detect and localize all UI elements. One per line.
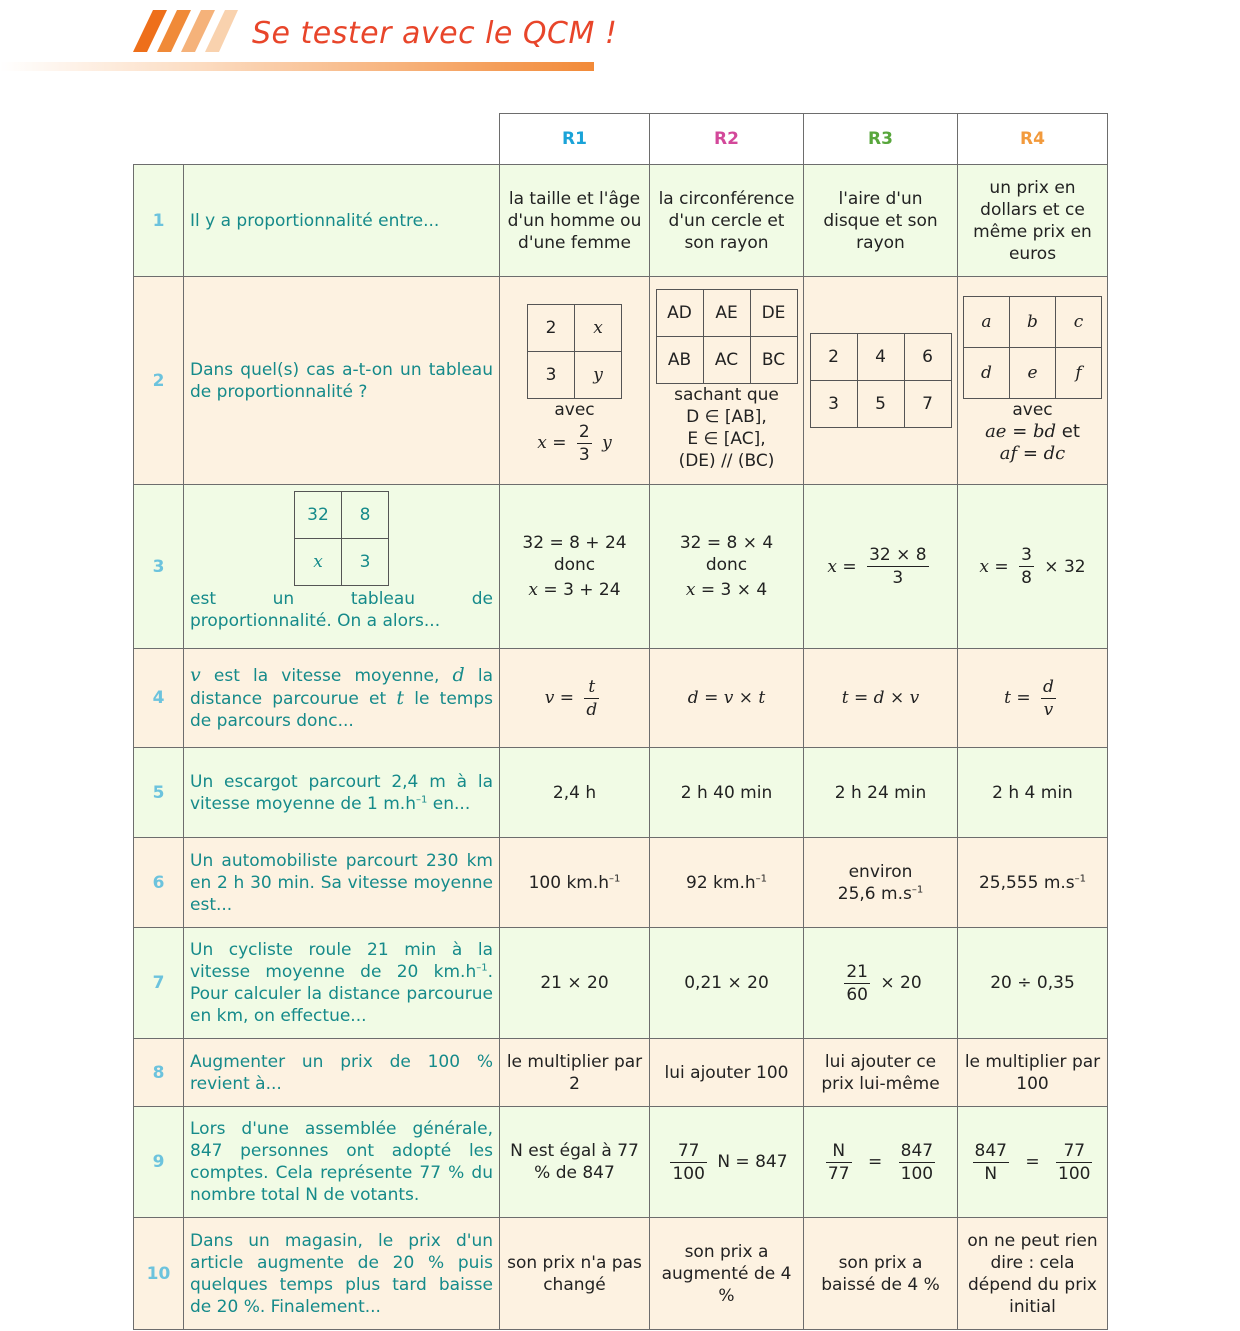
question-text: Lors d'une assemblée générale, 847 personnes ont adopté les comptes. Cela représente 77 % du nombre total N de votants. xyxy=(184,1107,500,1218)
fraction xyxy=(1056,1140,1092,1185)
formula-rhs: y xyxy=(602,433,612,453)
header-underline xyxy=(0,62,594,71)
question-number: 5 xyxy=(134,748,184,838)
answer-r3[interactable]: l'aire d'un disque et son rayon xyxy=(804,165,958,277)
question-number: 4 xyxy=(134,649,184,748)
denominator: v xyxy=(1043,699,1054,720)
answer-r3[interactable] xyxy=(804,485,958,649)
header-row xyxy=(134,114,1108,165)
answer-r4[interactable]: un prix en dollars et ce même prix en euros xyxy=(958,165,1108,277)
question-row-2 xyxy=(134,277,1108,485)
answer-r3[interactable] xyxy=(804,1107,958,1218)
equals: = xyxy=(1025,1152,1040,1172)
answer-note: sachant que xyxy=(674,385,779,405)
text: . Pour calculer la distance parcourue en km, on effectue... xyxy=(190,962,493,1026)
question-number: 1 xyxy=(134,165,184,277)
answer-r1[interactable]: N est égal à 77 % de 847 xyxy=(500,1107,650,1218)
denominator: 60 xyxy=(846,984,868,1005)
numerator: d xyxy=(1043,676,1054,697)
answer-r2[interactable] xyxy=(650,485,804,649)
cell: 32 xyxy=(295,492,342,539)
answer-r1[interactable] xyxy=(500,838,650,928)
answer-r3[interactable]: t = d × v xyxy=(804,649,958,748)
cell: 4 xyxy=(857,334,904,381)
cell: x xyxy=(295,539,342,586)
question-line: est un tableau de xyxy=(190,589,493,609)
proportion-table xyxy=(294,491,389,586)
answer-r1[interactable]: la taille et l'âge d'un homme ou d'une femme xyxy=(500,165,650,277)
question-number: 8 xyxy=(134,1039,184,1107)
text: 100 km.h xyxy=(528,872,610,893)
question-row-4 xyxy=(134,649,1108,748)
numerator: 77 xyxy=(670,1140,706,1163)
answer-line xyxy=(505,579,644,601)
text: 92 km.h xyxy=(686,872,756,893)
formula-lhs: v = xyxy=(544,688,574,708)
cell: c xyxy=(1056,297,1102,348)
answer-line: 32 = 8 + 24 xyxy=(522,533,627,553)
answer-note: avec xyxy=(1012,400,1053,420)
formula-lhs: x = xyxy=(537,433,567,453)
formula-lhs: x = xyxy=(827,556,857,577)
expression: = 3 × 4 xyxy=(695,580,768,600)
superscript: –1 xyxy=(609,872,621,884)
question-text: Augmenter un prix de 100 % revient à... xyxy=(184,1039,500,1107)
answer-r2[interactable]: son prix a augmenté de 4 % xyxy=(650,1218,804,1330)
header-stripes-decoration xyxy=(133,10,238,52)
cell: AB xyxy=(656,337,703,384)
text: est la vitesse moyenne, xyxy=(200,666,453,686)
question-text: Dans un magasin, le prix d'un article augmente de 20 % puis quelques temps plus tard baisse de 20 %. Finalement... xyxy=(184,1218,500,1330)
numerator: 21 xyxy=(846,961,868,982)
cell: 3 xyxy=(810,381,857,428)
cell: AC xyxy=(703,337,750,384)
numerator: 847 xyxy=(900,1140,934,1161)
proportion-table xyxy=(527,304,622,399)
formula-part: et xyxy=(1056,421,1080,442)
question-text xyxy=(184,928,500,1039)
answer-r4[interactable] xyxy=(958,1107,1108,1218)
fraction xyxy=(826,1140,852,1185)
answer-r1[interactable] xyxy=(500,485,650,649)
cell: e xyxy=(1010,348,1056,399)
expression: = 3 + 24 xyxy=(538,580,621,600)
variable: t xyxy=(396,687,405,709)
question-number: 2 xyxy=(134,277,184,485)
answer-r2[interactable]: d = v × t xyxy=(650,649,804,748)
answer-r2[interactable]: 2 h 40 min xyxy=(650,748,804,838)
answer-r1[interactable]: son prix n'a pas changé xyxy=(500,1218,650,1330)
column-header-r3: R3 xyxy=(804,114,958,165)
numerator: 77 xyxy=(1056,1140,1092,1163)
formula-part: = xyxy=(1012,421,1034,442)
superscript: –1 xyxy=(416,793,428,805)
question-row-10 xyxy=(134,1218,1108,1330)
fraction xyxy=(1041,676,1056,721)
formula-rhs: × 20 xyxy=(880,973,922,993)
answer-formula xyxy=(963,443,1102,465)
fraction xyxy=(899,1140,935,1185)
answer-line: 32 = 8 × 4 xyxy=(679,533,774,553)
numerator: 847 xyxy=(974,1140,1007,1161)
question-text xyxy=(184,748,500,838)
question-number: 9 xyxy=(134,1107,184,1218)
cell: DE xyxy=(750,290,797,337)
variable: v xyxy=(190,664,201,686)
question-number: 6 xyxy=(134,838,184,928)
answer-r3[interactable]: 2 h 24 min xyxy=(804,748,958,838)
question-row-9 xyxy=(134,1107,1108,1218)
cell: x xyxy=(575,304,622,351)
question-text: Un automobiliste parcourt 230 km en 2 h 30 min. Sa vitesse moyenne est... xyxy=(184,838,500,928)
answer-r1[interactable] xyxy=(500,277,650,485)
variable: x xyxy=(685,580,696,600)
answer-r1[interactable] xyxy=(500,649,650,748)
answer-r2[interactable] xyxy=(650,277,804,485)
fraction xyxy=(670,1140,706,1185)
cell: AE xyxy=(703,290,750,337)
question-number: 10 xyxy=(134,1218,184,1330)
superscript: –1 xyxy=(755,872,767,884)
text: le temps de parcours donc... xyxy=(190,689,493,731)
answer-note: avec xyxy=(554,399,595,420)
superscript: –1 xyxy=(476,962,488,974)
proportion-table xyxy=(810,333,952,428)
denominator: d xyxy=(586,699,598,720)
answer-r2[interactable]: 0,21 × 20 xyxy=(650,928,804,1039)
cell: 2 xyxy=(810,334,857,381)
text: environ xyxy=(848,861,913,882)
variable: d xyxy=(452,664,465,686)
page-title: Se tester avec le QCM ! xyxy=(252,16,618,51)
text: Un escargot parcourt 2,4 m à la vitesse moyenne de 1 m.h xyxy=(190,771,493,814)
fraction xyxy=(584,676,599,721)
numerator: t xyxy=(584,676,599,699)
answer-note: E ∈ [AC], xyxy=(687,429,766,449)
formula-part: dc xyxy=(1043,443,1066,464)
column-header-r2: R2 xyxy=(650,114,804,165)
denominator: 100 xyxy=(1058,1163,1091,1184)
cell: 3 xyxy=(342,539,389,586)
answer-r1[interactable]: 2,4 h xyxy=(500,748,650,838)
column-header-r4: R4 xyxy=(958,114,1108,165)
cell: y xyxy=(575,351,622,398)
answer-r4[interactable]: on ne peut rien dire : cela dépend du prix initial xyxy=(958,1218,1108,1330)
denominator: 3 xyxy=(892,568,904,588)
fraction xyxy=(973,1140,1009,1185)
answer-r2[interactable] xyxy=(650,1107,804,1218)
qcm-table xyxy=(133,113,1108,1330)
numerator: 2 xyxy=(578,421,590,442)
answer-note: (DE) // (BC) xyxy=(678,451,775,471)
cell: BC xyxy=(750,337,797,384)
cell: b xyxy=(1010,297,1056,348)
numerator: 3 xyxy=(1021,545,1032,565)
text: la distance parcourue et xyxy=(190,666,494,709)
answer-r2[interactable] xyxy=(650,838,804,928)
proportion-table xyxy=(963,296,1102,399)
answer-r4[interactable]: le multiplier par 100 xyxy=(958,1039,1108,1107)
denominator: 100 xyxy=(900,1163,934,1184)
cell: 8 xyxy=(342,492,389,539)
question-number: 3 xyxy=(134,485,184,649)
answer-line: donc xyxy=(705,555,748,575)
answer-formula xyxy=(505,421,644,466)
formula-part: ae xyxy=(985,421,1007,442)
fraction xyxy=(577,421,592,466)
answer-formula xyxy=(963,421,1102,443)
answer-line: donc xyxy=(553,555,596,575)
denominator: N xyxy=(984,1163,998,1184)
answer-line xyxy=(655,579,798,601)
question-row-6 xyxy=(134,838,1108,928)
cell: 2 xyxy=(528,304,575,351)
question-row-5 xyxy=(134,748,1108,838)
answer-r3[interactable] xyxy=(804,928,958,1039)
question-number: 7 xyxy=(134,928,184,1039)
numerator: 32 × 8 xyxy=(869,545,927,565)
answer-r2[interactable]: la circonférence d'un cercle et son rayon xyxy=(650,165,804,277)
answer-r4[interactable] xyxy=(958,649,1108,748)
superscript: –1 xyxy=(1074,872,1087,884)
answer-r4[interactable] xyxy=(958,485,1108,649)
question-text: Dans quel(s) cas a-t-on un tableau de proportionnalité ? xyxy=(184,277,500,485)
empty-corner xyxy=(134,114,500,165)
cell: 3 xyxy=(528,351,575,398)
cell: AD xyxy=(656,290,703,337)
formula-lhs: x = xyxy=(979,556,1009,577)
answer-r4[interactable]: 20 ÷ 0,35 xyxy=(958,928,1108,1039)
text: Un cycliste roule 21 min à la vitesse moyenne de 20 km.h xyxy=(190,940,493,982)
question-line: proportionnalité. On a alors... xyxy=(190,611,441,631)
answer-r3[interactable]: lui ajouter ce prix lui-même xyxy=(804,1039,958,1107)
formula-rhs: N = 847 xyxy=(717,1152,788,1172)
cell: a xyxy=(964,297,1010,348)
fraction xyxy=(867,544,929,589)
answer-r2[interactable]: lui ajouter 100 xyxy=(650,1039,804,1107)
question-text xyxy=(184,485,500,649)
fraction xyxy=(1019,544,1034,589)
question-row-7 xyxy=(134,928,1108,1039)
question-text xyxy=(184,649,500,748)
cell: 6 xyxy=(904,334,951,381)
formula-part: bd xyxy=(1033,421,1057,442)
numerator: N xyxy=(826,1140,852,1163)
formula-part: = xyxy=(1017,443,1044,464)
cell: f xyxy=(1056,348,1102,399)
denominator: 77 xyxy=(827,1163,850,1184)
equals: = xyxy=(867,1152,883,1172)
formula-rhs: × 32 xyxy=(1044,556,1086,577)
text: 25,555 m.s xyxy=(978,872,1075,893)
text: en... xyxy=(427,793,471,814)
cell: d xyxy=(964,348,1010,399)
question-row-8 xyxy=(134,1039,1108,1107)
proportion-table xyxy=(656,289,798,384)
question-row-1 xyxy=(134,165,1108,277)
denominator: 8 xyxy=(1021,568,1032,588)
superscript: –1 xyxy=(911,883,924,895)
cell: 5 xyxy=(857,381,904,428)
column-header-r1: R1 xyxy=(500,114,650,165)
formula-part: af xyxy=(999,443,1018,464)
fraction xyxy=(844,961,870,1006)
answer-r3[interactable] xyxy=(804,838,958,928)
answer-r3[interactable] xyxy=(804,277,958,485)
answer-r4[interactable] xyxy=(958,277,1108,485)
formula-lhs: t = xyxy=(1004,688,1031,708)
denominator: 3 xyxy=(578,444,590,465)
answer-r1[interactable]: le multiplier par 2 xyxy=(500,1039,650,1107)
variable: x xyxy=(528,580,539,600)
answer-r3[interactable]: son prix a baissé de 4 % xyxy=(804,1218,958,1330)
question-row-3 xyxy=(134,485,1108,649)
answer-r1[interactable]: 21 × 20 xyxy=(500,928,650,1039)
answer-r4[interactable]: 2 h 4 min xyxy=(958,748,1108,838)
answer-note: D ∈ [AB], xyxy=(686,407,767,427)
answer-r4[interactable] xyxy=(958,838,1108,928)
text: 25,6 m.s xyxy=(837,883,912,904)
question-text: Il y a proportionnalité entre... xyxy=(184,165,500,277)
cell: 7 xyxy=(904,381,951,428)
denominator: 100 xyxy=(672,1163,705,1184)
